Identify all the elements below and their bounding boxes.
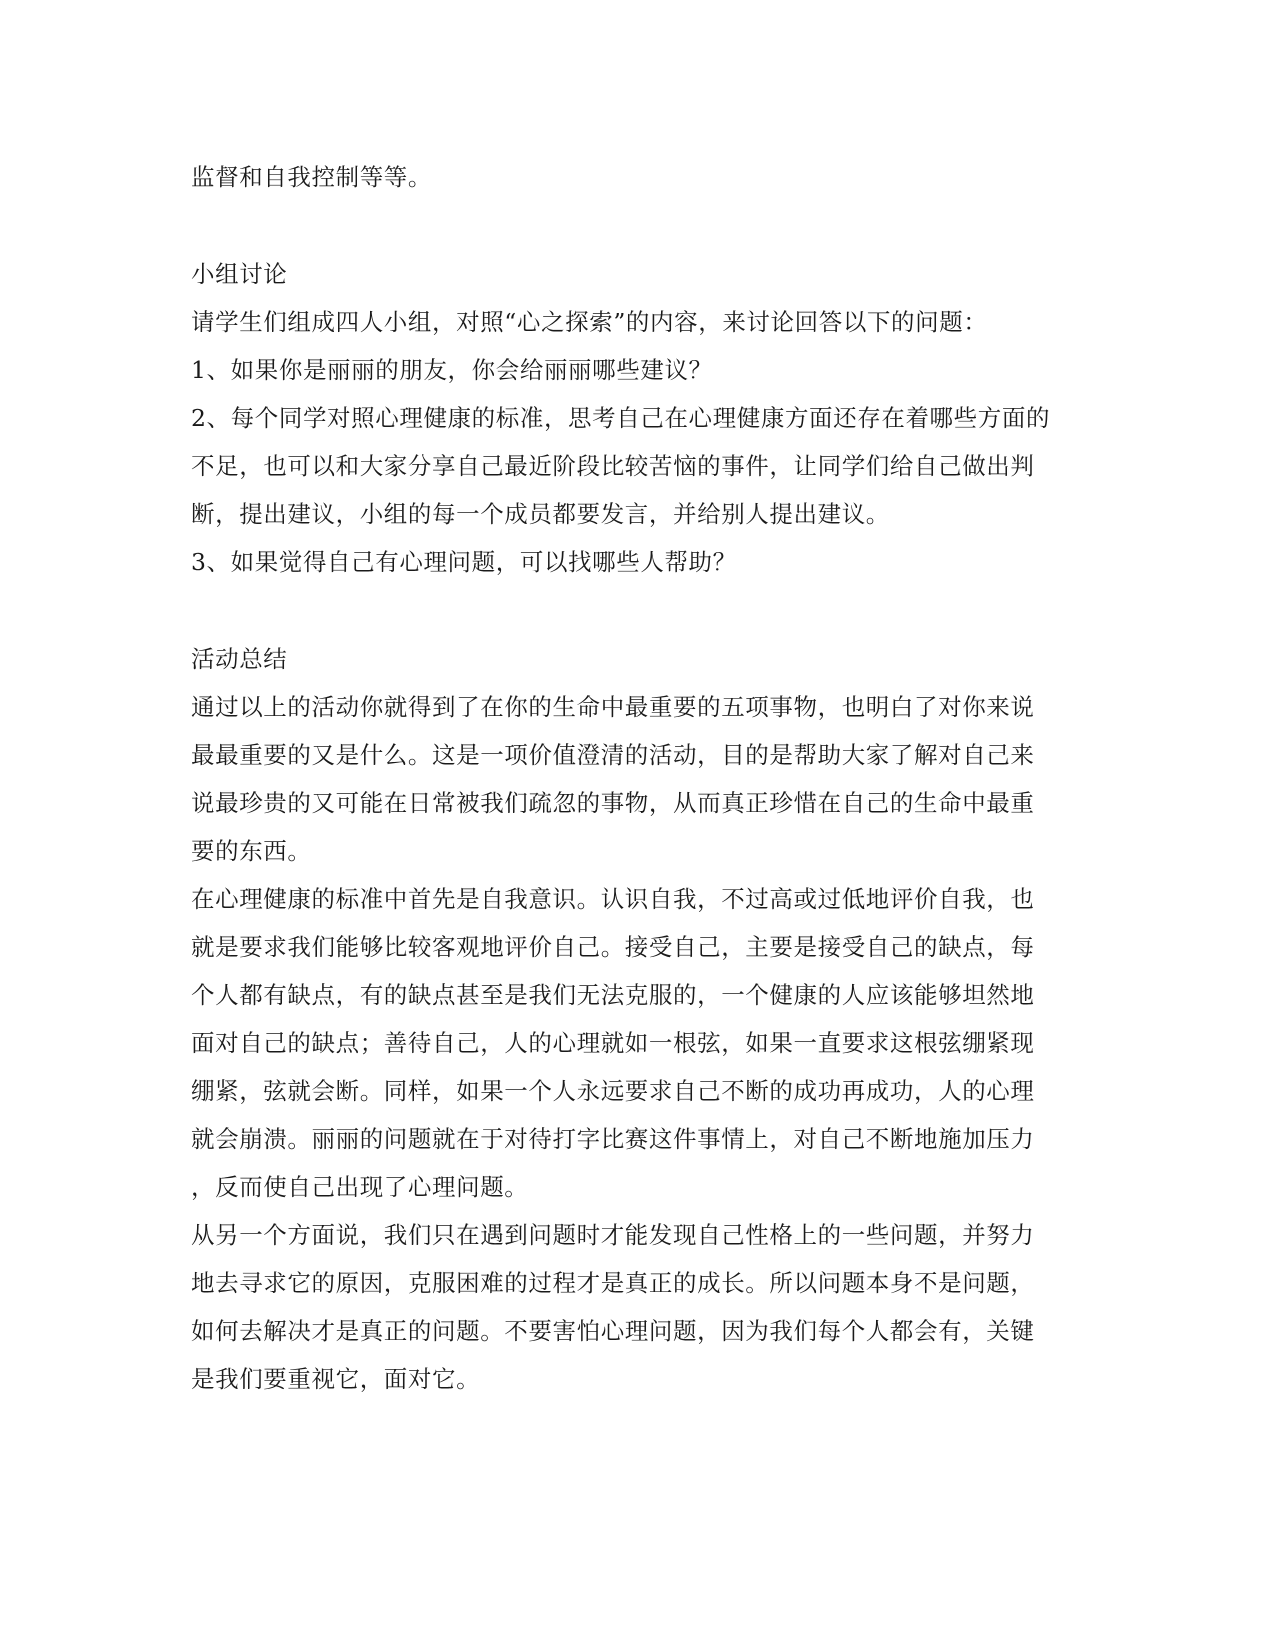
summary-line: 通过以上的活动你就得到了在你的生命中最重要的五项事物，也明白了对你来说 [191, 693, 1035, 721]
summary-line: ，反而使自己出现了心理问题。 [191, 1173, 529, 1201]
summary-section [191, 635, 1081, 1403]
summary-line: 是我们要重视它，面对它。 [191, 1365, 481, 1393]
summary-line: 如何去解决才是真正的问题。不要害怕心理问题，因为我们每个人都会有，关键 [191, 1317, 1035, 1345]
summary-line: 从另一个方面说，我们只在遇到问题时才能发现自己性格上的一些问题，并努力 [191, 1221, 1035, 1249]
summary-line: 就是要求我们能够比较客观地评价自己。接受自己，主要是接受自己的缺点，每 [191, 933, 1035, 961]
summary-line: 说最珍贵的又可能在日常被我们疏忽的事物，从而真正珍惜在自己的生命中最重 [191, 789, 1035, 817]
discussion-question-2: 2、每个同学对照心理健康的标准，思考自己在心理健康方面还存在着哪些方面的 [191, 404, 1051, 432]
discussion-section [191, 250, 1081, 586]
section-gap [191, 586, 1081, 635]
summary-line: 绷紧，弦就会断。同样，如果一个人永远要求自己不断的成功再成功，人的心理 [191, 1077, 1035, 1105]
summary-line: 就会崩溃。丽丽的问题就在于对待打字比赛这件事情上，对自己不断地施加压力 [191, 1125, 1035, 1153]
summary-line: 面对自己的缺点；善待自己，人的心理就如一根弦，如果一直要求这根弦绷紧现 [191, 1029, 1035, 1057]
section-gap [191, 201, 1081, 250]
summary-line: 地去寻求它的原因，克服困难的过程才是真正的成长。所以问题本身不是问题， [191, 1269, 1035, 1297]
discussion-line: 请学生们组成四人小组，对照“心之探索”的内容，来讨论回答以下的问题： [191, 308, 988, 336]
discussion-heading: 小组讨论 [191, 260, 288, 288]
document-page [191, 153, 1081, 1403]
summary-line: 在心理健康的标准中首先是自我意识。认识自我，不过高或过低地评价自我，也 [191, 885, 1035, 913]
summary-line: 要的东西。 [191, 837, 312, 865]
discussion-question-3: 3、如果觉得自己有心理问题，可以找哪些人帮助？ [191, 548, 737, 576]
intro-tail-line: 监督和自我控制等等。 [191, 163, 432, 191]
discussion-question-2-cont: 不足，也可以和大家分享自己最近阶段比较苦恼的事件，让同学们给自己做出判 [191, 452, 1035, 480]
discussion-question-1: 1、如果你是丽丽的朋友，你会给丽丽哪些建议？ [191, 356, 713, 384]
discussion-question-2-cont: 断，提出建议，小组的每一个成员都要发言，并给别人提出建议。 [191, 500, 890, 528]
summary-heading: 活动总结 [191, 645, 288, 673]
summary-line: 个人都有缺点，有的缺点甚至是我们无法克服的，一个健康的人应该能够坦然地 [191, 981, 1035, 1009]
summary-line: 最最重要的又是什么。这是一项价值澄清的活动，目的是帮助大家了解对自己来 [191, 741, 1035, 769]
